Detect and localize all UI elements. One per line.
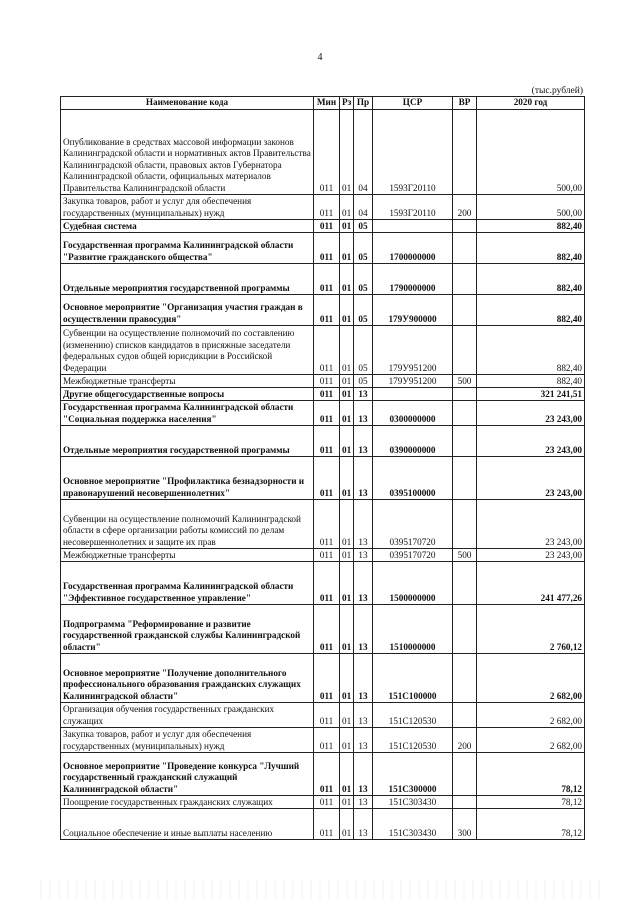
cell-name: Субвенции на осуществление полномочий Калининградской области в сфере организации работы комиссий по делам несовершеннолетних и защите их прав: [61, 500, 314, 549]
cell-csr: [373, 220, 453, 233]
cell-pr: 05: [354, 375, 373, 388]
cell-rz: 01: [340, 295, 354, 326]
cell-min: 011: [314, 549, 340, 562]
cell-min: 011: [314, 220, 340, 233]
cell-min: 011: [314, 728, 340, 753]
cell-vr: [453, 703, 477, 728]
cell-amount: 500,00: [477, 195, 585, 220]
table-row: [61, 195, 585, 220]
cell-amount: 23 243,00: [477, 549, 585, 562]
cell-csr: 0395170720: [373, 500, 453, 549]
cell-name: Государственная программа Калининградской области "Социальная поддержка населения": [61, 401, 314, 426]
cell-rz: 01: [340, 796, 354, 809]
cell-rz: 01: [340, 809, 354, 840]
cell-rz: 01: [340, 375, 354, 388]
cell-amount: 321 241,51: [477, 388, 585, 401]
header-pr: Пр: [354, 97, 373, 110]
table-row: [61, 426, 585, 457]
cell-name: Отдельные мероприятия государственной программы: [61, 426, 314, 457]
cell-vr: 500: [453, 549, 477, 562]
cell-min: 011: [314, 753, 340, 796]
cell-vr: [453, 654, 477, 703]
cell-rz: 01: [340, 703, 354, 728]
cell-min: 011: [314, 388, 340, 401]
cell-amount: 78,12: [477, 796, 585, 809]
cell-name: Судебная система: [61, 220, 314, 233]
cell-pr: 13: [354, 401, 373, 426]
cell-min: 011: [314, 426, 340, 457]
cell-amount: 23 243,00: [477, 500, 585, 549]
cell-amount: 2 682,00: [477, 703, 585, 728]
cell-min: 011: [314, 233, 340, 264]
cell-amount: 882,40: [477, 220, 585, 233]
cell-rz: 01: [340, 728, 354, 753]
cell-csr: 0300000000: [373, 401, 453, 426]
cell-amount: 882,40: [477, 264, 585, 295]
table-row: [61, 728, 585, 753]
scan-noise: [40, 879, 600, 899]
cell-vr: 300: [453, 809, 477, 840]
table-row: [61, 500, 585, 549]
cell-min: 011: [314, 654, 340, 703]
cell-pr: 05: [354, 220, 373, 233]
cell-csr: 1510000000: [373, 605, 453, 654]
cell-rz: 01: [340, 110, 354, 195]
table-row: [61, 549, 585, 562]
cell-name: Подпрограмма "Реформирование и развитие государственной гражданской службы Калининградской области": [61, 605, 314, 654]
cell-min: 011: [314, 264, 340, 295]
header-vr: ВР: [453, 97, 477, 110]
cell-csr: 1700000000: [373, 233, 453, 264]
cell-rz: 01: [340, 500, 354, 549]
cell-pr: 13: [354, 426, 373, 457]
cell-name: Отдельные мероприятия государственной программы: [61, 264, 314, 295]
cell-name: Социальное обеспечение и иные выплаты населению: [61, 809, 314, 840]
table-row: [61, 605, 585, 654]
cell-pr: 04: [354, 195, 373, 220]
cell-rz: 01: [340, 457, 354, 500]
cell-amount: 78,12: [477, 809, 585, 840]
table-row: [61, 264, 585, 295]
cell-csr: 151С100000: [373, 654, 453, 703]
cell-rz: 01: [340, 233, 354, 264]
cell-name: Организация обучения государственных гражданских служащих: [61, 703, 314, 728]
cell-pr: 13: [354, 809, 373, 840]
header-csr: ЦСР: [373, 97, 453, 110]
cell-min: 011: [314, 401, 340, 426]
header-name: Наименование кода: [61, 97, 314, 110]
cell-vr: [453, 457, 477, 500]
cell-amount: 2 682,00: [477, 654, 585, 703]
cell-vr: 200: [453, 195, 477, 220]
cell-amount: 882,40: [477, 233, 585, 264]
page-number: 4: [317, 52, 323, 63]
cell-min: 011: [314, 195, 340, 220]
cell-vr: 200: [453, 728, 477, 753]
cell-pr: 13: [354, 753, 373, 796]
cell-pr: 13: [354, 457, 373, 500]
cell-csr: [373, 388, 453, 401]
cell-rz: 01: [340, 654, 354, 703]
cell-amount: 23 243,00: [477, 426, 585, 457]
table-row: [61, 753, 585, 796]
cell-amount: 23 243,00: [477, 457, 585, 500]
cell-csr: 1593Г20110: [373, 195, 453, 220]
cell-min: 011: [314, 295, 340, 326]
cell-csr: 151С120530: [373, 703, 453, 728]
cell-pr: 13: [354, 605, 373, 654]
cell-name: Государственная программа Калининградской области "Эффективное государственное управление": [61, 562, 314, 605]
header-rz: Рз: [340, 97, 354, 110]
cell-rz: 01: [340, 753, 354, 796]
cell-name: Другие общегосударственные вопросы: [61, 388, 314, 401]
cell-amount: 2 760,12: [477, 605, 585, 654]
cell-name: Опубликование в средствах массовой информации законов Калининградской области и нормативных актов Правительства Калининградской области, правовых актов Губернатора Калининградской области, официальных материалов Правительства Калининградской области: [61, 110, 314, 195]
cell-csr: 0395170720: [373, 549, 453, 562]
cell-vr: [453, 753, 477, 796]
units-note: (тыс.рублей): [531, 86, 583, 96]
table-row: [61, 233, 585, 264]
table-row: [61, 401, 585, 426]
cell-vr: [453, 796, 477, 809]
cell-pr: 04: [354, 110, 373, 195]
table-header-row: [61, 97, 585, 110]
cell-amount: 241 477,26: [477, 562, 585, 605]
cell-pr: 05: [354, 264, 373, 295]
cell-pr: 05: [354, 233, 373, 264]
cell-pr: 13: [354, 796, 373, 809]
cell-pr: 13: [354, 654, 373, 703]
cell-vr: [453, 500, 477, 549]
cell-amount: 2 682,00: [477, 728, 585, 753]
cell-pr: 13: [354, 549, 373, 562]
cell-name: Межбюджетные трансферты: [61, 549, 314, 562]
cell-name: Основное мероприятие "Профилактика безнадзорности и правонарушений несовершеннолетних": [61, 457, 314, 500]
cell-csr: 151С120530: [373, 728, 453, 753]
cell-min: 011: [314, 326, 340, 375]
cell-vr: [453, 605, 477, 654]
cell-csr: 0390000000: [373, 426, 453, 457]
cell-vr: [453, 401, 477, 426]
table-row: [61, 654, 585, 703]
cell-min: 011: [314, 809, 340, 840]
cell-vr: [453, 562, 477, 605]
cell-rz: 01: [340, 562, 354, 605]
cell-rz: 01: [340, 195, 354, 220]
cell-csr: 179У951200: [373, 326, 453, 375]
cell-name: Закупка товаров, работ и услуг для обеспечения государственных (муниципальных) нужд: [61, 195, 314, 220]
cell-name: Поощрение государственных гражданских служащих: [61, 796, 314, 809]
cell-amount: 882,40: [477, 295, 585, 326]
table-row: [61, 375, 585, 388]
budget-table: [60, 96, 585, 840]
cell-csr: 1500000000: [373, 562, 453, 605]
table-row: [61, 220, 585, 233]
cell-min: 011: [314, 500, 340, 549]
cell-pr: 05: [354, 326, 373, 375]
cell-csr: 179У951200: [373, 375, 453, 388]
cell-name: Основное мероприятие "Получение дополнительного профессионального образования гражданских служащих Калининградской области": [61, 654, 314, 703]
cell-min: 011: [314, 110, 340, 195]
cell-name: Основное мероприятие "Проведение конкурса "Лучший государственный гражданский служащий Калининградской области": [61, 753, 314, 796]
table-row: [61, 562, 585, 605]
cell-min: 011: [314, 562, 340, 605]
cell-csr: 179У900000: [373, 295, 453, 326]
table-row: [61, 796, 585, 809]
cell-vr: [453, 426, 477, 457]
cell-rz: 01: [340, 401, 354, 426]
cell-csr: 151С303430: [373, 809, 453, 840]
table-row: [61, 809, 585, 840]
cell-vr: [453, 388, 477, 401]
cell-rz: 01: [340, 220, 354, 233]
table-row: [61, 295, 585, 326]
cell-csr: 0395100000: [373, 457, 453, 500]
cell-vr: [453, 233, 477, 264]
cell-csr: 151С300000: [373, 753, 453, 796]
cell-pr: 05: [354, 295, 373, 326]
cell-rz: 01: [340, 426, 354, 457]
cell-pr: 13: [354, 562, 373, 605]
cell-rz: 01: [340, 264, 354, 295]
cell-rz: 01: [340, 388, 354, 401]
cell-rz: 01: [340, 605, 354, 654]
cell-pr: 13: [354, 728, 373, 753]
cell-pr: 13: [354, 500, 373, 549]
cell-min: 011: [314, 796, 340, 809]
cell-name: Основное мероприятие "Организация участия граждан в осуществлении правосудия": [61, 295, 314, 326]
cell-name: Субвенции на осуществление полномочий по составлению (изменению) списков кандидатов в присяжные заседатели федеральных судов общей юрисдикции в Российской Федерации: [61, 326, 314, 375]
header-min: Мин: [314, 97, 340, 110]
cell-min: 011: [314, 457, 340, 500]
header-amount: 2020 год: [477, 97, 585, 110]
cell-name: Межбюджетные трансферты: [61, 375, 314, 388]
cell-amount: 882,40: [477, 375, 585, 388]
cell-vr: 500: [453, 375, 477, 388]
cell-csr: 151С303430: [373, 796, 453, 809]
cell-csr: 1790000000: [373, 264, 453, 295]
cell-pr: 13: [354, 388, 373, 401]
cell-name: Закупка товаров, работ и услуг для обеспечения государственных (муниципальных) нужд: [61, 728, 314, 753]
table-row: [61, 388, 585, 401]
cell-amount: 23 243,00: [477, 401, 585, 426]
cell-pr: 13: [354, 703, 373, 728]
cell-vr: [453, 295, 477, 326]
cell-min: 011: [314, 605, 340, 654]
cell-amount: 78,12: [477, 753, 585, 796]
cell-vr: [453, 110, 477, 195]
cell-rz: 01: [340, 549, 354, 562]
cell-min: 011: [314, 375, 340, 388]
cell-vr: [453, 326, 477, 375]
cell-rz: 01: [340, 326, 354, 375]
cell-vr: [453, 264, 477, 295]
cell-min: 011: [314, 703, 340, 728]
table-row: [61, 326, 585, 375]
table-row: [61, 110, 585, 195]
table-row: [61, 703, 585, 728]
cell-amount: 500,00: [477, 110, 585, 195]
cell-csr: 1593Г20110: [373, 110, 453, 195]
cell-vr: [453, 220, 477, 233]
cell-name: Государственная программа Калининградской области "Развитие гражданского общества": [61, 233, 314, 264]
cell-amount: 882,40: [477, 326, 585, 375]
table-row: [61, 457, 585, 500]
